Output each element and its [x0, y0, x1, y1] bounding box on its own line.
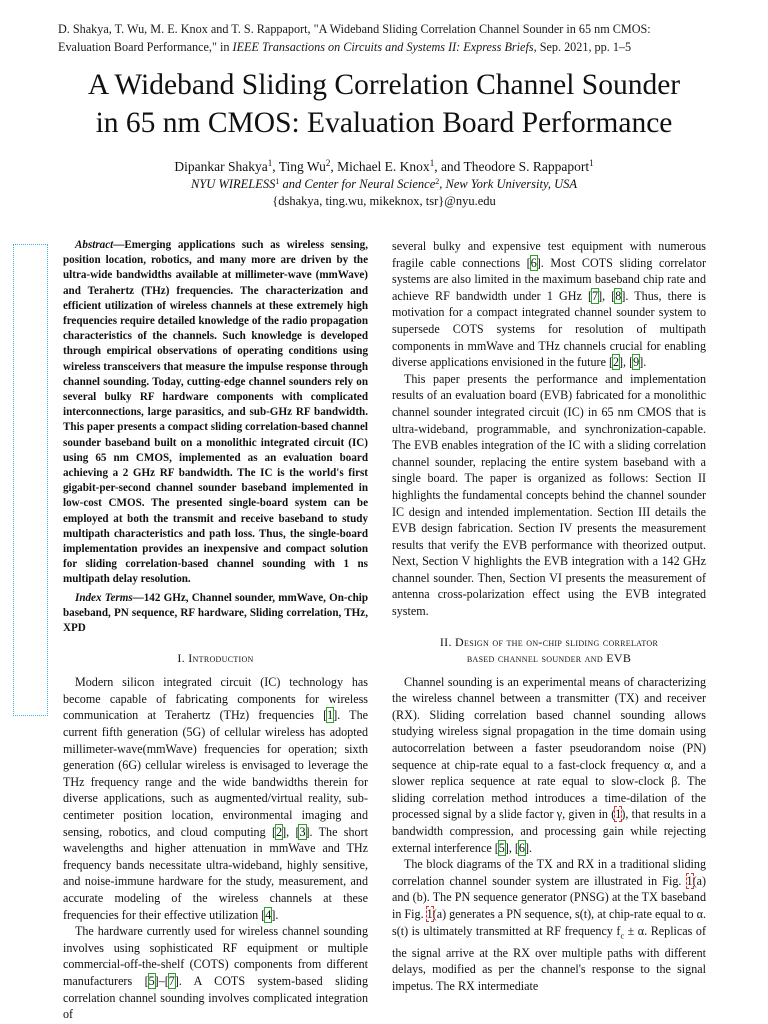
abstract-text: —Emerging applications such as wireless sensing, position location, robotics, and many more are driven by the ultra-wide bandwidths available at millimeter-wave (mmWave) and Terahertz (THz) frequencies. The characterization and efficient utilization of wireless channels at these extremely high frequencies require detailed knowledge of the radio propagation characteristics of the channels. Such knowledge is developed through empirical observations of operating conditions using wireless transceivers that measure the impulse response through channel sounding. Today, cutting-edge channel sounders rely on several bulky RF hardware components with complicated interconnections, large parasitics, and sub-GHz RF bandwidth. This paper presents a compact sliding correlation-based channel sounder baseband built on a monolithic integrated circuit (IC) using 65 nm CMOS, implemented as an evaluation board achieving a 2 GHz RF bandwidth. The IC is the world's first gigabit-per-second channel sounder baseband implemented in low-cost CMOS. The presented single-board system can be employed at both the transmit and receive baseband to study multipath characteristics and path loss. Thus, the single-board implementation provides an inexpensive and compact solution for sliding correlation-based channel sounding with 1 ns multipath delay resolution.	[63, 239, 368, 586]
index-terms	[63, 591, 368, 637]
author-name: , and Theodore S. Rappaport	[434, 159, 590, 174]
text: ]. The short wavelengths and higher attenuation in mmWave and THz frequency bands necessitate ultra-wideband, highly sensitive, and noise-immune hardware for the study, measurement, and accurate modeling of the wireless channels at these frequencies for their effective utilization [	[63, 824, 368, 922]
author-name: , Michael E. Knox	[330, 159, 430, 174]
section-title: Introduction	[188, 651, 254, 666]
author-emails: {dshakya, ting.wu, mikeknox, tsr}@nyu.edu	[272, 194, 496, 208]
text: ], [	[619, 355, 634, 370]
paper-title	[40, 66, 728, 142]
affiliation-2: and Center for Neural Science	[279, 177, 436, 191]
intro-paragraph-2	[63, 923, 368, 1023]
intro-paragraph-4: This paper presents the performance and implementation results of an evaluation board (EVB) fabricated for a monolithic channel sounder integrated circuit (IC) in 65 nm CMOS that is ultra-wideband, programmable, and synchronization-capable. The EVB enables integration of the IC with a sliding correlation channel sounder, replacing the entire system baseband with a single board. The paper is organized as follows: Section II highlights the fundamental concepts behind the channel sounder IC design and intended implementation. Section III details the EVB design fabrication. Section IV presents the measurement results that verify the EVB performance with theorized output. Next, Section V highlights the EVB integration with a 142 GHz channel sounder. Then, Section VI presents the measurement of antenna cross-polarization effect using the EVB integrated system.	[392, 371, 706, 619]
margin-selection-box	[13, 244, 48, 716]
title-line-1: A Wideband Sliding Correlation Channel Sounder	[87, 69, 681, 101]
citation-link[interactable]: 7	[592, 288, 599, 303]
citation-link[interactable]: 6	[518, 840, 525, 855]
text: ]. Thus, there is motivation for a compact integrated channel sounder system to supersede COTS systems for resolution of multipath components in mmWave and THz channels crucial for enabling diverse applications envisioned in the future [	[392, 288, 707, 370]
citation-link[interactable]: 6	[530, 255, 537, 270]
citation-link[interactable]: 5	[498, 840, 505, 855]
section-heading-introduction	[63, 650, 368, 666]
text: ], [	[504, 840, 519, 855]
citation-link[interactable]: 7	[168, 973, 175, 988]
author-affil-mark: 1	[589, 158, 594, 168]
text: ].	[639, 355, 647, 370]
text: ]. The current fifth generation (5G) of cellular wireless has adopted millimeter-wave(mmWave) frequencies for operation; sixth generation (6G) cellular wireless is envisaged to leverage the THz frequency range and the wide bandwidths therein for diverse applications, such as augmented/virtual reality, sub-centimeter position location, environmental imaging and sensing, robotics, and cloud computing [	[63, 708, 368, 839]
abstract-label: Abstract	[75, 239, 114, 251]
section-title-line-2: based channel sounder and EVB	[466, 650, 632, 665]
author-affil-mark: 2	[325, 158, 331, 168]
author-affil-mark: 1	[267, 158, 273, 168]
subscript: c	[620, 930, 625, 940]
citation-link[interactable]: 8	[615, 288, 622, 303]
citation-header	[58, 20, 718, 56]
text: ), that results in a bandwidth compression, and processing gain while rejecting external interference [	[392, 807, 706, 855]
left-column	[63, 238, 368, 1023]
text: Modern silicon integrated circuit (IC) technology has become capable of fabricating components for wireless communication at Terahertz (THz) frequencies [	[63, 675, 368, 723]
section-number: I.	[177, 651, 189, 666]
author-name: , Ting Wu	[272, 159, 326, 174]
index-terms-label: Index Terms	[75, 591, 133, 604]
text: (a) generates a PN sequence, s(t), at chip-rate equal to α. s(t) is ultimately transmitted at RF frequency f	[392, 906, 706, 938]
affiliations	[40, 176, 728, 193]
text: ].	[524, 840, 533, 855]
author-name: Dipankar Shakya	[174, 159, 268, 174]
index-terms-text: —142 GHz, Channel sounder, mmWave, On-chip baseband, PN sequence, RF hardware, Sliding correlation, THz, XPD	[63, 591, 368, 635]
citation-authors: D. Shakya, T. Wu, M. E. Knox and T. S. Rappaport, "A Wideband Sliding Correlation Channel Sounder in 65 nm CMOS:	[58, 22, 651, 36]
section-heading-design	[392, 634, 706, 666]
figure-link[interactable]: 1	[686, 873, 693, 888]
text: Channel sounding is an experimental means of characterizing the wireless channel between a transmitter (TX) and receiver (RX). Sliding correlation based channel sounding allows studying wireless signal propagation in the time domain using autocorrelation between a faster pseudorandom noise (PN) sequence at chip-rate equal to a fast-clock frequency α, and a slower replica sequence at rate equal to slow-clock β. The sliding correlation method introduces a time-dilation of the processed signal by a slide factor γ, given in (	[392, 674, 706, 822]
equation-link[interactable]: 1	[615, 807, 622, 822]
section-title-line-1: II. Design of the on-chip sliding correlator	[439, 634, 659, 649]
text: ].	[271, 907, 279, 922]
text: The hardware currently used for wireless channel sounding involves using sophisticated RF equipment or multiple commercial-off-the-shelf (COTS) components from different manufacturers [	[63, 924, 368, 988]
citation-link[interactable]: 5	[148, 973, 155, 988]
affil-mark: 1	[275, 177, 280, 186]
author-affil-mark: 1	[429, 158, 435, 168]
citation-link[interactable]: 4	[265, 907, 272, 922]
citation-link[interactable]: 9	[633, 355, 640, 370]
design-paragraph-2	[392, 856, 706, 994]
citation-title-end: Evaluation Board Performance," in	[58, 40, 233, 54]
text: ± α. Replicas of the signal arrive at the RX over multiple paths with different delays, modified as per the channel's response to the signal impetus. The RX intermediate	[392, 923, 706, 993]
affiliation-1: NYU WIRELESS	[191, 177, 276, 191]
abstract	[63, 238, 368, 588]
text: The block diagrams of the TX and RX in a traditional sliding correlation channel sounder system are illustrated in Fig.	[392, 857, 706, 888]
text: ], [	[282, 824, 300, 839]
figure-link[interactable]: 1	[426, 906, 433, 921]
citation-date: Sep. 2021, pp. 1–5	[536, 40, 632, 54]
affiliation-3: , New York University, USA	[439, 177, 577, 191]
right-column	[392, 238, 706, 994]
design-paragraph-1	[392, 674, 706, 857]
citation-link[interactable]: 1	[327, 708, 334, 723]
affil-mark: 2	[435, 177, 440, 186]
intro-paragraph-3	[392, 238, 706, 371]
text: several bulky and expensive test equipment with numerous fragile cable connections [	[392, 239, 706, 270]
text: (a) and (b). The PN sequence generator (PNSG) at the TX baseband in Fig.	[392, 873, 706, 921]
citation-link[interactable]: 2	[612, 355, 620, 370]
citation-link[interactable]: 3	[299, 824, 306, 839]
citation-link[interactable]: 2	[276, 824, 283, 839]
author-list	[40, 158, 728, 176]
title-line-2: in 65 nm CMOS: Evaluation Board Performance	[95, 107, 673, 139]
text: ]–[	[154, 973, 169, 988]
text: ]. A COTS system-based sliding correlation channel sounding involves complicated integration of	[63, 973, 368, 1022]
intro-paragraph-1	[63, 674, 368, 923]
text: ]. Most COTS sliding correlator systems are also limited in the maximum baseband chip rate and achieve RF bandwidth under 1 GHz [	[392, 255, 706, 303]
citation-journal: IEEE Transactions on Circuits and Systems II: Express Briefs,	[232, 40, 537, 54]
text: ], [	[598, 288, 616, 303]
